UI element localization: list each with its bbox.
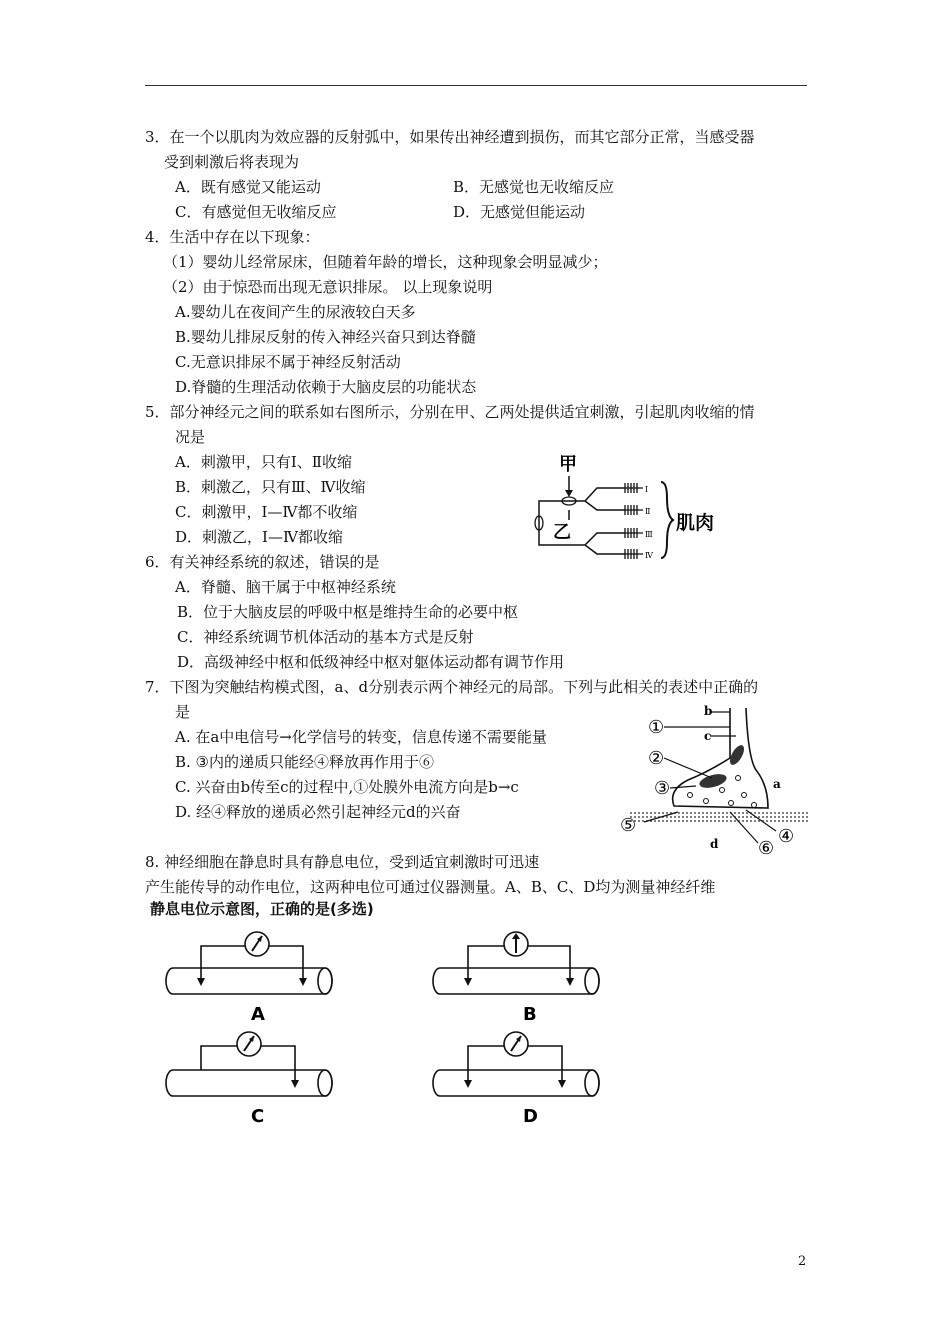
fig7-label-5: ⑤ <box>620 815 637 836</box>
q5-option-b: B．刺激乙，只有Ⅲ、Ⅳ收缩 <box>175 478 366 496</box>
fig7-label-4: ④ <box>778 826 795 847</box>
q7-option-d: D. 经④释放的递质必然引起神经元d的兴奋 <box>175 803 461 821</box>
fig7-label-1: ① <box>648 717 665 738</box>
q8-figure-d <box>432 1020 612 1130</box>
fig5-roman-1: Ⅰ <box>645 485 649 494</box>
q8-figure-b <box>432 920 612 1030</box>
q6-option-d: D．高级神经中枢和低级神经中枢对躯体运动都有调节作用 <box>177 653 565 671</box>
q6-option-c: C．神经系统调节机体活动的基本方式是反射 <box>177 628 474 646</box>
fig8-label-b: B <box>523 1004 537 1025</box>
q6-option-a: A．脊髓、脑干属于中枢神经系统 <box>175 578 396 596</box>
q5-option-c: C．刺激甲，Ⅰ—Ⅳ都不收缩 <box>175 503 358 521</box>
q7-option-a: A. 在a中电信号→化学信号的转变，信息传递不需要能量 <box>175 728 547 746</box>
q8-figure-caption: 静息电位示意图，正确的是(多选) <box>150 900 374 918</box>
fig5-roman-2: Ⅱ <box>645 507 651 516</box>
q8-figure-c <box>165 1020 345 1130</box>
q7-synapse-figure <box>618 700 818 860</box>
q8-stem-line2: 产生能传导的动作电位，这两种电位可通过仪器测量。A、B、C、D均为测量神经纤维 <box>145 878 716 896</box>
q3-stem-line2: 受到刺激后将表现为 <box>164 153 300 171</box>
q4-stem: 4．生活中存在以下现象： <box>145 228 320 246</box>
fig5-roman-3: Ⅲ <box>645 530 653 539</box>
fig7-label-d: d <box>710 837 719 851</box>
q7-stem-line2: 是 <box>175 703 191 721</box>
fig7-label-6: ⑥ <box>758 838 775 859</box>
q6-stem: 6．有关神经系统的叙述，错误的是 <box>145 553 380 571</box>
q4-option-d: D.脊髓的生理活动依赖于大脑皮层的功能状态 <box>175 378 477 396</box>
q5-stem-line1: 5．部分神经元之间的联系如右图所示，分别在甲、乙两处提供适宜刺激，引起肌肉收缩的情 <box>145 403 755 421</box>
fig5-label-jia: 甲 <box>559 454 577 475</box>
fig8-label-c: C <box>251 1106 265 1127</box>
q8-figure-a <box>165 920 345 1030</box>
q5-neuron-figure <box>525 450 740 570</box>
q4-option-b: B.婴幼儿排尿反射的传入神经兴奋只到达脊髓 <box>175 328 476 346</box>
q3-option-d: D．无感觉但能运动 <box>453 203 586 221</box>
q4-option-a: A.婴幼儿在夜间产生的尿液较白天多 <box>175 303 416 321</box>
q3-option-b: B．无感觉也无收缩反应 <box>453 178 615 196</box>
q3-stem-line1: 3．在一个以肌肉为效应器的反射弧中，如果传出神经遭到损伤，而其它部分正常，当感受器 <box>145 128 755 146</box>
q8-stem-line1: 8. 神经细胞在静息时具有静息电位，受到适宜刺激时可迅速 <box>145 853 540 871</box>
fig5-label-muscle: 肌肉 <box>676 512 715 534</box>
q4-option-c: C.无意识排尿不属于神经反射活动 <box>175 353 401 371</box>
fig8-label-a: A <box>251 1004 265 1025</box>
page-number: 2 <box>798 1254 807 1269</box>
fig7-label-b: b <box>704 704 713 718</box>
q7-option-c: C. 兴奋由b传至c的过程中,①处膜外电流方向是b→c <box>175 778 519 796</box>
q4-statement-1: （1）婴幼儿经常尿床，但随着年龄的增长，这种现象会明显减少； <box>163 253 608 271</box>
q5-stem-line2: 况是 <box>175 428 206 446</box>
header-rule <box>145 85 807 86</box>
q3-option-a: A．既有感觉又能运动 <box>175 178 321 196</box>
q6-option-b: B．位于大脑皮层的呼吸中枢是维持生命的必要中枢 <box>177 603 519 621</box>
fig7-label-a: a <box>773 777 781 791</box>
fig5-label-yi: 乙 <box>553 522 571 543</box>
q4-statement-2: （2）由于惊恐而出现无意识排尿。 以上现象说明 <box>163 278 493 296</box>
fig5-roman-4: Ⅳ <box>645 551 653 560</box>
fig8-label-d: D <box>523 1106 538 1127</box>
fig7-label-2: ② <box>648 748 665 769</box>
q3-option-c: C．有感觉但无收缩反应 <box>175 203 337 221</box>
q7-option-b: B. ③内的递质只能经④释放再作用于⑥ <box>175 753 435 771</box>
fig7-label-3: ③ <box>654 778 671 799</box>
q7-stem-line1: 7．下图为突触结构模式图，a、d分别表示两个神经元的局部。下列与此相关的表述中正确的 <box>145 678 759 696</box>
q5-option-d: D．刺激乙，Ⅰ—Ⅳ都收缩 <box>175 528 343 546</box>
q5-option-a: A．刺激甲，只有Ⅰ、Ⅱ收缩 <box>175 453 352 471</box>
fig7-label-c: c <box>704 729 712 743</box>
